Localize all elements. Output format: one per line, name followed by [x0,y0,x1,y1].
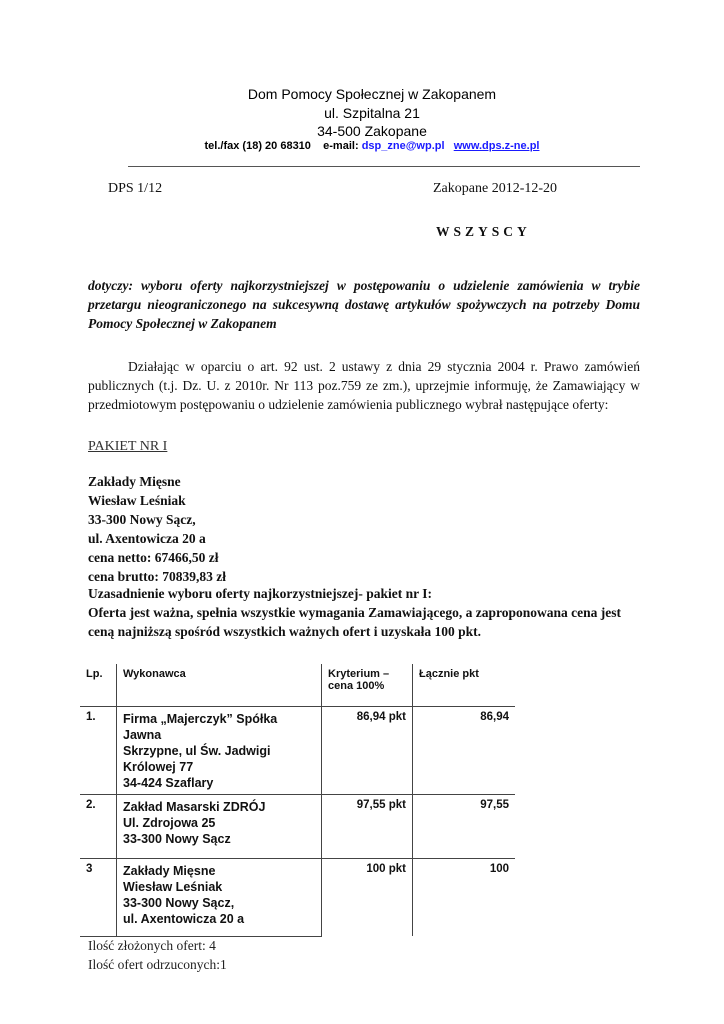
header-divider [128,166,640,167]
row-contractor [117,706,322,794]
contractor-line: ul. Axentowicza 20 a [123,911,245,926]
header-criterion-line2: cena 100% [328,680,385,692]
table-row [80,794,515,858]
offers-table [80,664,515,937]
row-contractor [117,858,322,936]
table-header-row [80,664,515,706]
winner-line-4: ul. Axentowicza 20 a [88,531,206,546]
contractor-line: Skrzypne, ul Św. Jadwigi [123,743,271,758]
winner-block [88,472,226,586]
header-criterion-line1: Kryterium – [328,668,390,680]
winner-line-3: 33-300 Nowy Sącz, [88,512,196,527]
justification-title: Uzasadnienie wyboru oferty najkorzystniejszej- pakiet nr I: [88,586,432,601]
subject-dotyczy: dotyczy: wyboru oferty najkorzystniejszej w postępowaniu o udzielenie zamówienia w trybie przetargu nieograniczonego na sukcesywną dostawę artykułów spożywczych na potrzeby Domu Pomocy Społecznej w Zakopanem [88,278,640,331]
row-total: 86,94 [413,706,516,794]
email-label: e-mail: [323,140,359,152]
contractor-line: Zakłady Mięsne [123,863,216,878]
document-reference: DPS 1/12 [108,181,163,196]
justification-block [88,584,648,641]
winner-line-2: Wiesław Leśniak [88,493,186,508]
row-lp: 2. [80,794,117,858]
contractor-line: Firma „Majerczyk” Spółka [123,711,278,726]
row-criterion: 100 pkt [322,858,413,936]
contractor-line: Zakład Masarski ZDRÓJ [123,799,266,814]
submitted-count: Ilość złożonych ofert: 4 [88,938,216,953]
row-total: 97,55 [413,794,516,858]
offer-counts [88,936,227,974]
contractor-line: 34-424 Szaflary [123,775,214,790]
justification-text: Oferta jest ważna, spełnia wszystkie wymagania Zamawiającego, a zaproponowana cena jest ceną najniższą spośród wszystkich ważnych ofert i uzyskała 100 pkt. [88,605,621,639]
contractor-line: Jawna [123,727,162,742]
gross-price: cena brutto: 70839,83 zł [88,569,226,584]
row-lp: 1. [80,706,117,794]
table-row [80,858,515,936]
row-total: 100 [413,858,516,936]
header-lp: Lp. [86,668,103,680]
website-link[interactable]: www.dps.z-ne.pl [453,140,540,152]
contractor-line: 33-300 Nowy Sącz [123,831,231,846]
contractor-line: Wiesław Leśniak [123,879,223,894]
rejected-count: Ilość ofert odrzuconych:1 [88,957,227,972]
table-row [80,706,515,794]
row-lp: 3 [80,858,117,936]
contractor-line: 33-300 Nowy Sącz, [123,895,235,910]
pakiet-label: PAKIET NR I [88,439,168,454]
body-text: Działając w oparciu o art. 92 ust. 2 ustawy z dnia 29 stycznia 2004 r. Prawo zamówień publicznych (t.j. Dz. U. z 2010r. Nr 113 poz.759 ze zm.), uprzejmie informuję, że Zamawiający w przedmiotowym postępowaniu o udzielenie zamówienia publicznego wybrał następujące oferty: [88,359,640,412]
net-price: cena netto: 67466,50 zł [88,550,219,565]
row-criterion: 86,94 pkt [322,706,413,794]
row-contractor [117,794,322,858]
contractor-line: Ul. Zdrojowa 25 [123,815,216,830]
row-criterion: 97,55 pkt [322,794,413,858]
institution-city: 34-500 Zakopane [317,123,427,139]
contractor-line: Królowej 77 [123,759,194,774]
institution-street: ul. Szpitalna 21 [324,105,420,121]
tel-fax: tel./fax (18) 20 68310 [204,140,311,152]
header-total: Łącznie pkt [413,664,516,706]
place-date: Zakopane 2012-12-20 [433,181,558,196]
header-criterion [322,664,413,706]
email-link[interactable]: dsp_zne@wp.pl [361,140,445,152]
institution-name: Dom Pomocy Społecznej w Zakopanem [247,86,497,102]
body-paragraph [88,357,640,414]
header-contractor: Wykonawca [117,664,322,706]
contact-line [0,140,724,152]
addressee-heading: WSZYSCY [436,224,531,239]
winner-line-1: Zakłady Mięsne [88,474,181,489]
